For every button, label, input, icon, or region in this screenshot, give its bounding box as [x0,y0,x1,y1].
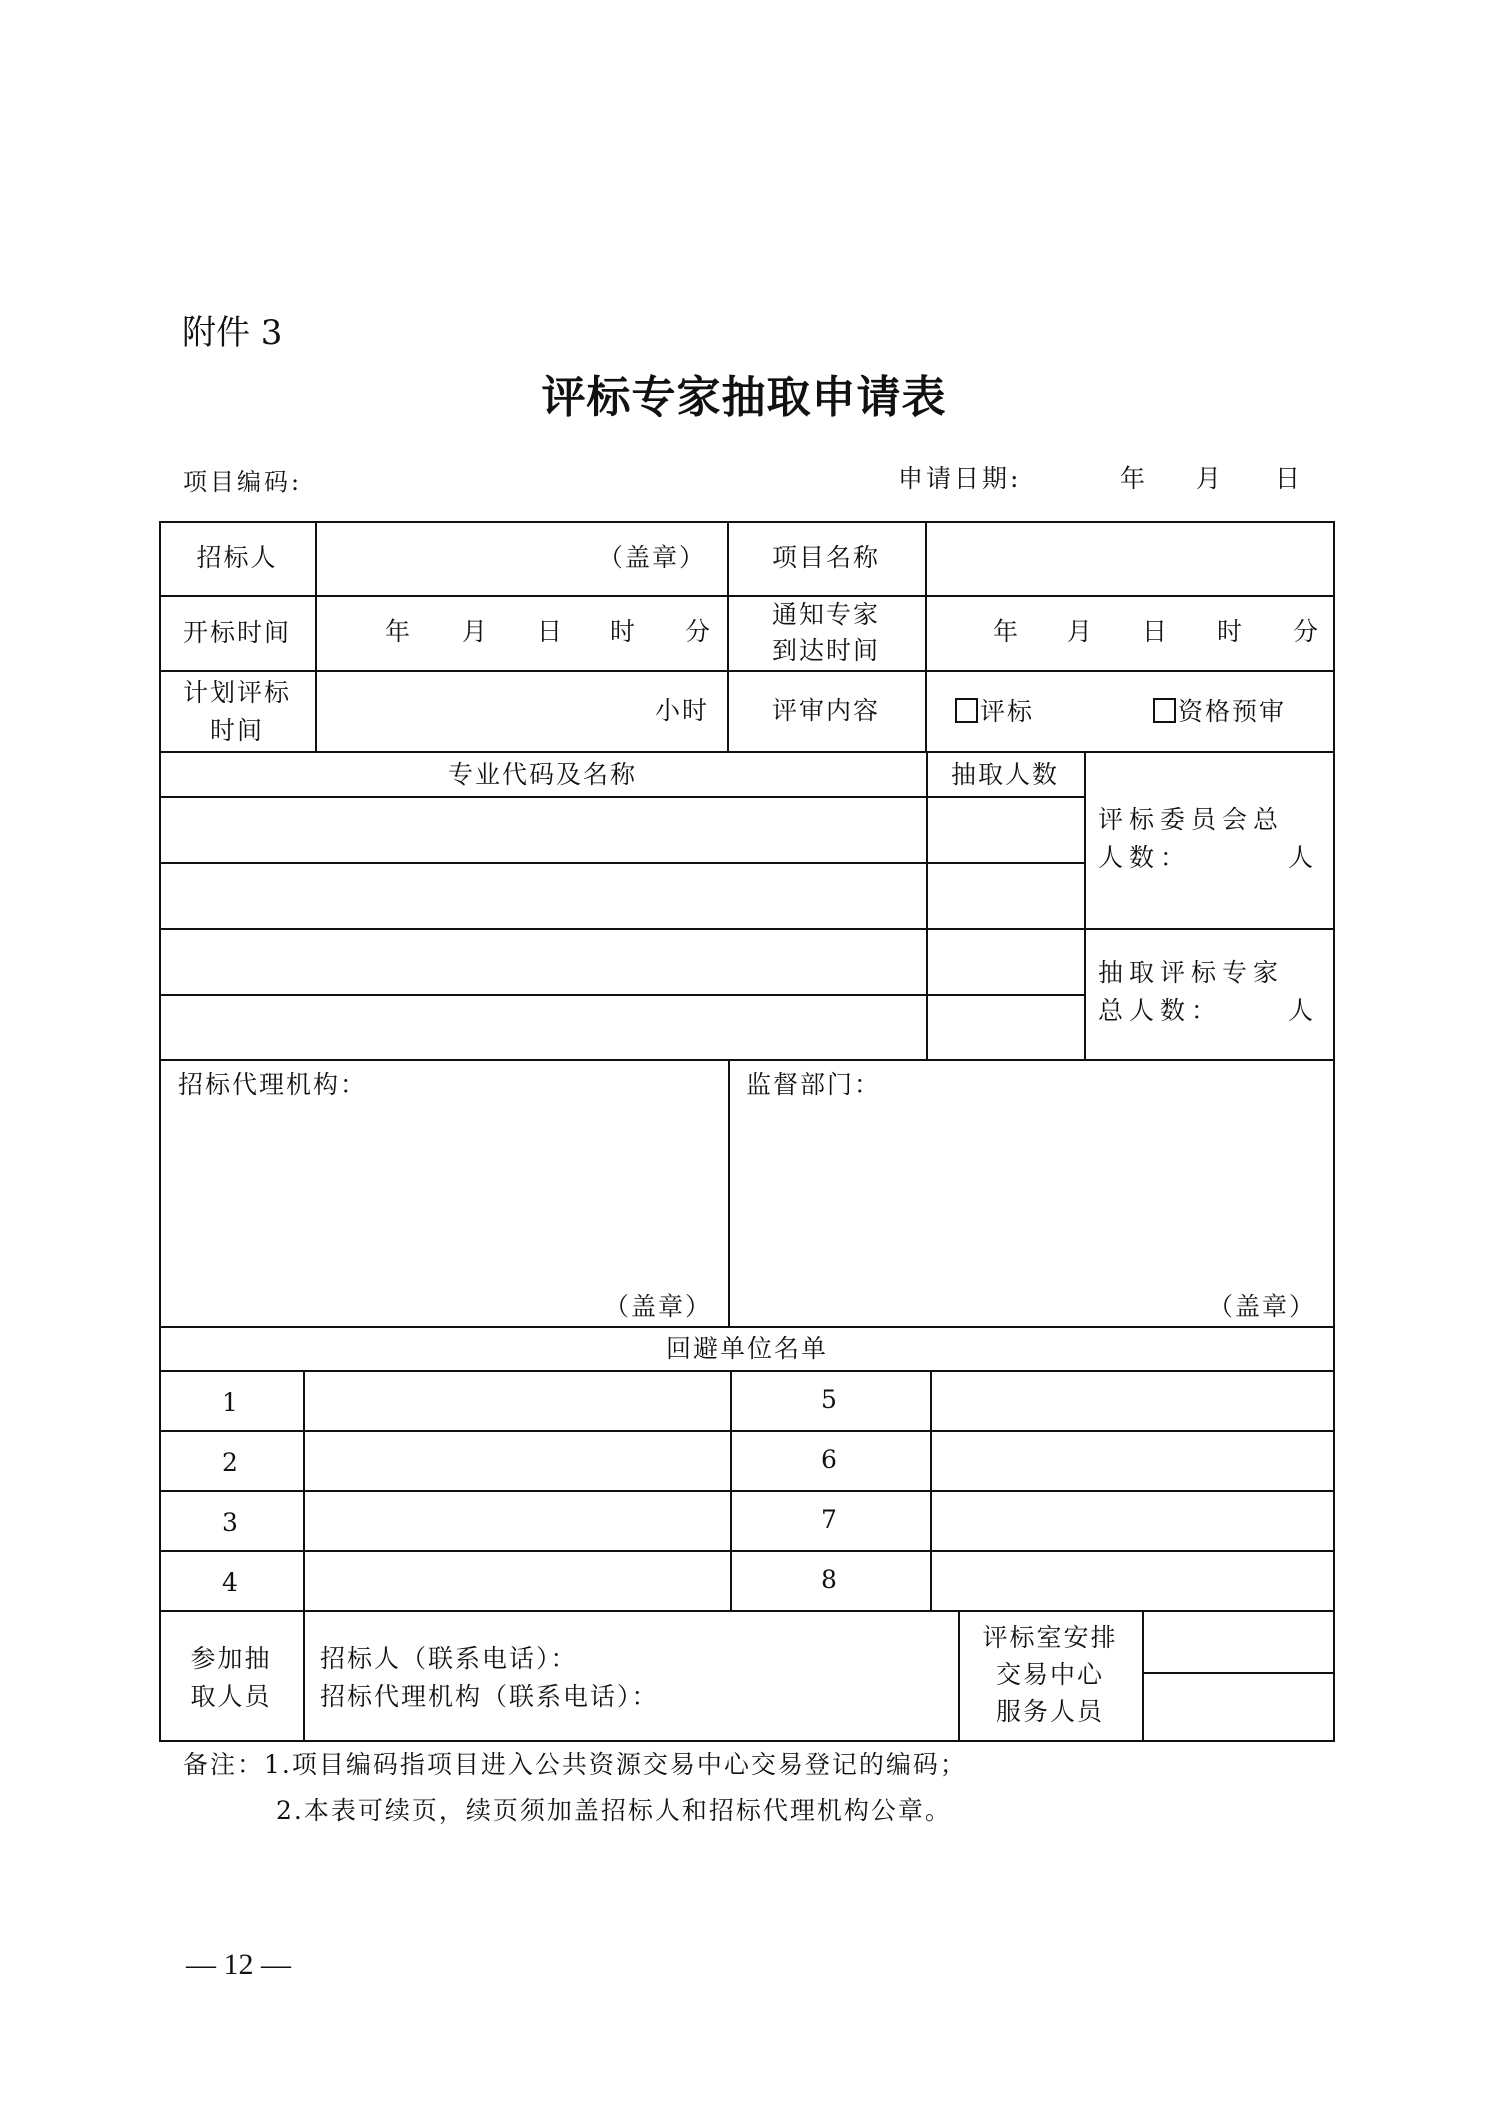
project-code-label: 项目编码: [183,468,303,496]
open-time-field[interactable] [317,597,725,670]
participants-label-2: 取人员 [190,1682,272,1711]
plan-time-label-2: 时间 [209,716,264,745]
draw-count-cell[interactable] [928,798,1084,862]
trading-center-label: 交易中心 [995,1660,1104,1689]
specialty-row[interactable] [161,996,924,1059]
supervise-field[interactable] [730,1061,1333,1326]
drawn-total-unit: 人 [1288,996,1316,1025]
avoid-number: 6 [821,1445,839,1474]
tenderer-seal: （盖章） [598,543,707,572]
avoid-unit-field[interactable] [932,1492,1333,1550]
attachment-label: 附件 3 [182,313,283,353]
committee-total-label-2: 人数： [1098,843,1192,872]
avoid-unit-field[interactable] [305,1552,728,1610]
avoid-number: 7 [821,1505,839,1534]
room-arrangement-label: 评标室安排 [982,1623,1118,1652]
avoid-unit-field[interactable] [305,1372,728,1430]
supervise-seal: （盖章） [1208,1292,1317,1321]
open-time-month: 月 [462,617,490,646]
checkbox-icon[interactable] [1153,698,1176,723]
agency-field[interactable] [161,1061,727,1326]
drawn-total-label-2: 总人数： [1098,996,1223,1025]
apply-date-label: 申请日期: [898,464,1022,493]
avoid-number: 1 [222,1388,240,1417]
open-time-day: 日 [537,617,565,646]
avoid-unit-field[interactable] [932,1372,1333,1430]
open-time-minute: 分 [685,617,713,646]
avoid-number: 2 [222,1448,240,1477]
project-name-field[interactable] [927,523,1333,595]
arrival-month: 月 [1067,617,1095,646]
draw-count-cell[interactable] [928,930,1084,994]
service-staff-field[interactable] [1144,1674,1333,1740]
arrival-minute: 分 [1293,617,1321,646]
specialty-row[interactable] [161,930,924,994]
apply-date-day: 日 [1275,464,1301,493]
avoid-number: 5 [821,1385,839,1414]
notify-expert-label-1: 通知专家 [771,600,880,629]
avoid-unit-field[interactable] [305,1432,728,1490]
option-prequalification-label: 资格预审 [1178,697,1287,726]
plan-time-label-1: 计划评标 [182,678,291,707]
apply-date-year: 年 [1120,464,1146,493]
notify-expert-label-2: 到达时间 [771,636,880,665]
committee-total-unit: 人 [1288,843,1316,872]
agency-seal: （盖章） [604,1292,713,1321]
avoid-number: 4 [222,1568,240,1597]
open-time-hour: 时 [610,617,638,646]
arrival-hour: 时 [1217,617,1245,646]
draw-count-cell[interactable] [928,864,1084,928]
avoid-number: 8 [821,1565,839,1594]
room-arrangement-field[interactable] [1144,1612,1333,1672]
open-time-year: 年 [385,617,413,646]
plan-hours-field[interactable] [317,672,725,751]
note-2: 2.本表可续页，续页须加盖招标人和招标代理机构公章。 [276,1796,952,1825]
page-number: — 12 — [186,1948,291,1981]
project-name-label: 项目名称 [771,543,880,572]
supervise-label: 监督部门： [746,1070,882,1099]
note-1: 备注：1.项目编码指项目进入公共资源交易中心交易登记的编码； [183,1750,967,1779]
open-time-label: 开标时间 [182,618,291,647]
notify-arrival-time-field[interactable] [927,597,1333,670]
specialty-row[interactable] [161,864,924,928]
checkbox-icon[interactable] [955,698,978,723]
participants-label-1: 参加抽 [190,1644,272,1673]
avoid-number: 3 [222,1508,240,1537]
agency-label: 招标代理机构： [178,1070,368,1099]
drawn-total-label-1: 抽取评标专家 [1098,958,1285,987]
hours-unit: 小时 [655,696,710,725]
avoid-list-header: 回避单位名单 [665,1334,828,1363]
arrival-year: 年 [993,617,1021,646]
arrival-day: 日 [1142,617,1170,646]
committee-total-label-1: 评标委员会总 [1098,805,1285,834]
tenderer-label: 招标人 [196,543,278,572]
avoid-unit-field[interactable] [305,1492,728,1550]
review-content-label: 评审内容 [771,696,880,725]
option-bid-evaluation[interactable] [955,698,1034,724]
service-staff-label: 服务人员 [995,1697,1104,1726]
avoid-unit-field[interactable] [932,1552,1333,1610]
option-prequalification[interactable] [1153,698,1286,724]
option-bid-evaluation-label: 评标 [980,697,1035,726]
page-title: 评标专家抽取申请表 [541,372,947,423]
draw-count-cell[interactable] [928,996,1084,1059]
avoid-unit-field[interactable] [932,1432,1333,1490]
agency-phone-label: 招标代理机构（联系电话）： [320,1682,659,1711]
tenderer-phone-label: 招标人（联系电话）： [320,1644,578,1673]
specialty-header: 专业代码及名称 [447,760,637,789]
apply-date-month: 月 [1196,464,1222,493]
draw-count-header: 抽取人数 [950,760,1059,789]
specialty-row[interactable] [161,798,924,862]
